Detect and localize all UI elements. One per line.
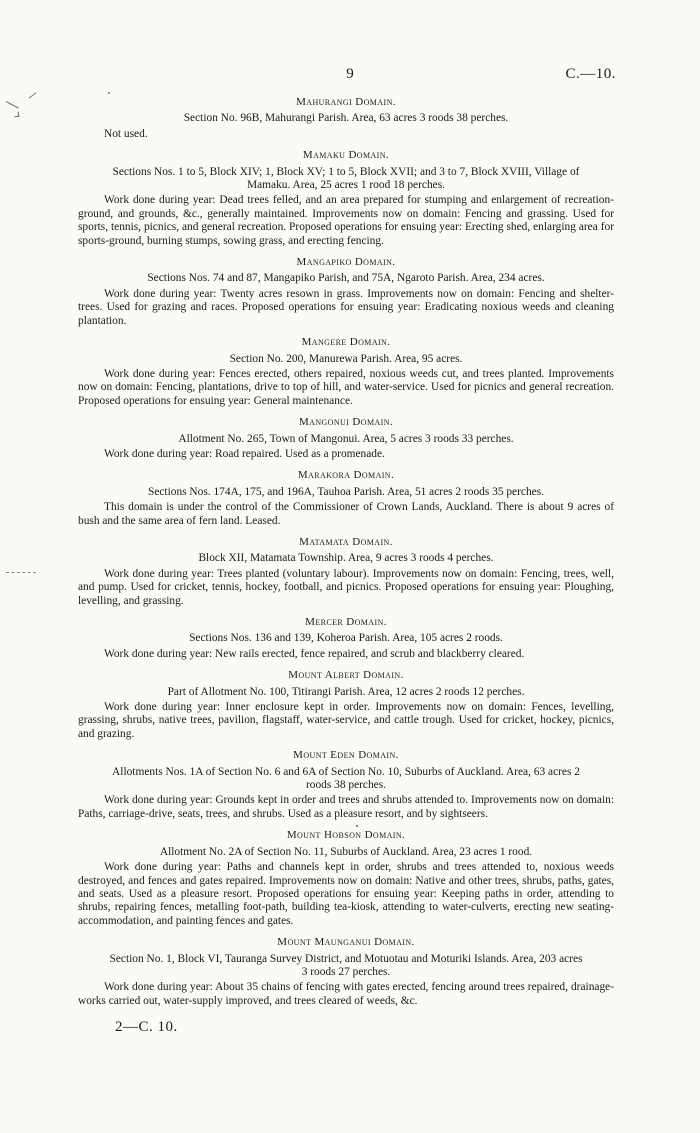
section-heading: Mahurangi Domain.	[296, 96, 396, 108]
section-heading: Marakora Domain.	[297, 469, 395, 482]
section-body: Work done during year: Paths and channels kept in order, shrubs and trees attended to, noxious weeds destroyed, and fences and gates repaired. Improvements now on domain: Native and other trees, shrubs, paths, gates, and seats. Used as a pleasure resort. Proposed operations for ensuing year: Keeping paths in order, attending to shrubs, repairing fences, metalling foot-path, building tea-kiosk, attending to water-culverts, erecting new seating-accommodation, and painting fences and gates.	[78, 861, 614, 927]
domain-section	[78, 256, 614, 328]
section-description: Part of Allotment No. 100, Titirangi Parish. Area, 12 acres 2 roods 12 perches.	[167, 685, 525, 698]
section-heading: Mount Albert Domain.	[288, 669, 404, 682]
margin-dot	[108, 92, 110, 94]
section-heading: Matamata Domain.	[299, 535, 393, 548]
document-body	[78, 96, 614, 1016]
section-body: This domain is under the control of the Commissioner of Crown Lands, Auckland. There is about 9 acres of bush and the same area of fern land. Leased.	[78, 501, 614, 527]
domain-section	[78, 616, 614, 661]
domain-section	[78, 536, 614, 608]
section-description: Section No. 200, Manurewa Parish. Area, 95 acres.	[229, 352, 463, 365]
domain-section	[78, 669, 614, 741]
section-description: Sections Nos. 174A, 175, and 196A, Tauhoa Parish. Area, 51 acres 2 roods 35 perches.	[147, 485, 544, 498]
section-description: Allotments Nos. 1A of Section No. 6 and 6A of Section No. 10, Suburbs of Auckland. Area, 63 acres 2 roods 38 perches.	[112, 765, 580, 792]
section-description: Allotment No. 2A of Section No. 11, Suburbs of Auckland. Area, 23 acres 1 rood.	[159, 845, 533, 858]
domain-section	[78, 416, 614, 461]
margin-mark	[29, 92, 37, 98]
section-heading: Mangapiko Domain.	[296, 256, 396, 269]
section-description: Section No. 96B, Mahurangi Parish. Area, 63 acres 3 roods 38 perches.	[183, 112, 509, 125]
section-body: Work done during year: Dead trees felled, and an area prepared for stumping and enlargement of recreation-ground, and grounds, &c., generally maintained. Improvements now on domain: Fencing and grassing. Used for sports, tennis, picnics, and general recreation. Proposed operations for ensuing year: Erecting shed, enlarging area for sports-ground, burning stumps, sowing grass, and erecting fencing.	[78, 194, 614, 247]
section-description: Allotment No. 265, Town of Mangonui. Area, 5 acres 3 roods 33 perches.	[178, 432, 514, 445]
section-heading: Mount Hobson Domain.	[286, 829, 406, 842]
margin-mark	[14, 112, 20, 118]
section-heading: Mercer Domain.	[305, 616, 387, 628]
page-number: 9	[346, 66, 354, 82]
domain-section	[78, 469, 614, 528]
section-heading: Mangere Domain.	[301, 336, 391, 349]
domain-section	[78, 749, 614, 821]
section-description: Sections Nos. 136 and 139, Koheroa Parish. Area, 105 acres 2 roods.	[189, 632, 503, 645]
section-body: Work done during year: Twenty acres resown in grass. Improvements now on domain: Fencing and shelter-trees. Used for grazing and races. Proposed operations for ensuing year: Eradicating noxious weeds and cleaning plantation.	[78, 287, 614, 327]
printer-signature: 2—C. 10.	[115, 1019, 178, 1035]
section-body: Work done during year: Fences erected, others repaired, noxious weeds cut, and trees planted. Improvements now on domain: Fencing, plantations, drive to top of hill, and water-service. Used for picnics and general recreation. Proposed operations for ensuing year: General maintenance.	[78, 367, 614, 407]
domain-section	[78, 149, 614, 248]
section-body: Work done during year: Grounds kept in order and trees and shrubs attended to. Improvements now on domain: Paths, carriage-drive, seats, trees, and shrubs. Used as a pleasure resort, and by sightseers.	[78, 794, 614, 820]
section-description: Sections Nos. 1 to 5, Block XIV; 1, Block XV; 1 to 5, Block XVII; and 3 to 7, Block XVIII, Village of Mamaku. Area, 25 acres 1 rood 18 perches.	[112, 165, 580, 192]
section-body: Work done during year: Road repaired. Used as a promenade.	[104, 447, 385, 460]
section-body: Work done during year: Inner enclosure kept in order. Improvements now on domain: Fences, levelling, grassing, shrubs, native trees, pavilion, flagstaff, water-service, and cattle trough. Used for cricket, hockey, picnics, and grazing.	[78, 701, 614, 740]
document-reference: C.—10.	[565, 66, 616, 82]
section-heading: Mount Maunganui Domain.	[277, 936, 415, 949]
domain-section	[78, 96, 614, 141]
section-heading: Mangonui Domain.	[298, 416, 394, 429]
section-body: Work done during year: New rails erected, fence repaired, and scrub and blackberry cleared.	[104, 647, 525, 660]
domain-section	[78, 336, 614, 408]
section-description: Block XII, Matamata Township. Area, 9 acres 3 roods 4 perches.	[198, 552, 494, 565]
section-heading: Mount Eden Domain.	[293, 749, 399, 762]
section-body: Not used.	[104, 127, 148, 140]
section-body: Work done during year: About 35 chains of fencing with gates erected, fencing around trees repaired, drainage-works carried out, water-supply improved, and trees cleared of weeds, &c.	[78, 981, 614, 1007]
margin-mark	[6, 572, 36, 574]
section-body: Work done during year: Trees planted (voluntary labour). Improvements now on domain: Fencing, trees, well, and pump. Used for cricket, tennis, hockey, football, and picnics. Proposed operations for ensuing year: Ploughing, levelling, and grassing.	[78, 567, 614, 607]
section-description: Section No. 1, Block VI, Tauranga Survey District, and Motuotau and Moturiki Islands. Area, 203 acres 3 roods 27 perches.	[109, 952, 583, 978]
domain-section	[78, 829, 614, 928]
section-description: Sections Nos. 74 and 87, Mangapiko Parish, and 75A, Ngaroto Parish. Area, 234 acres.	[147, 272, 545, 285]
section-heading: Mamaku Domain.	[302, 149, 390, 162]
domain-section	[78, 936, 614, 1008]
